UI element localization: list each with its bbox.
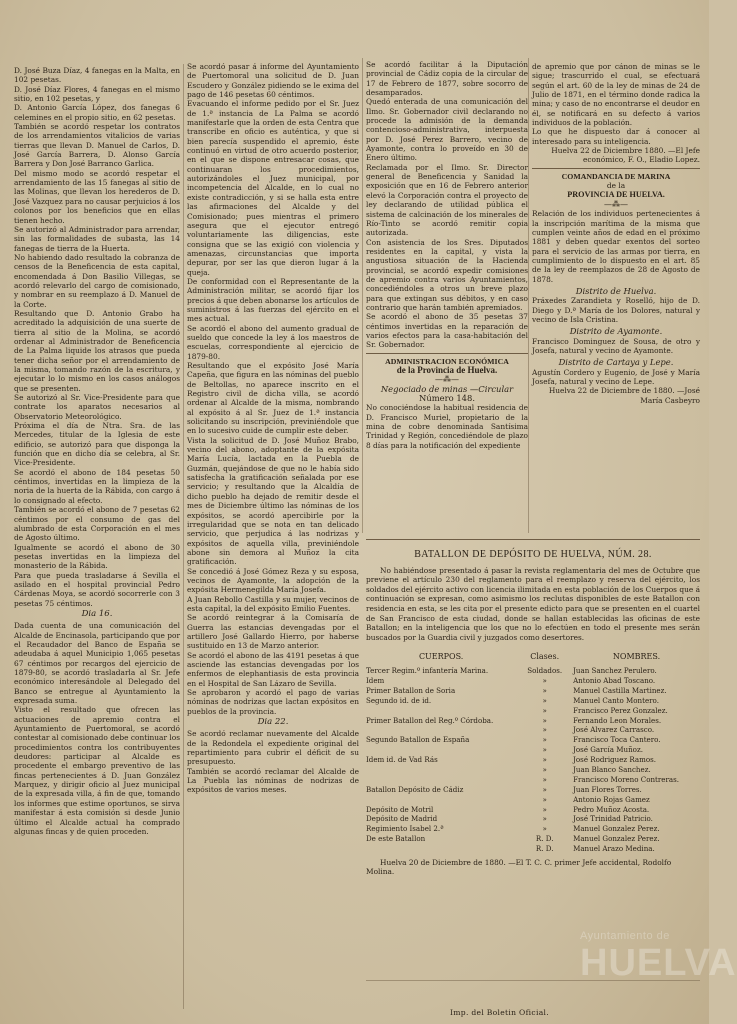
paragraph: Para que pueda trasladarse á Sevilla el asilado en el hospital provincial Pedro Cárdenas Moya, se acordó socorrerle con 3 pesetas 75 céntimos. [14, 570, 180, 608]
paragraph: También se acordó reclamar del Alcalde de La Puebla las nóminas de nodrizas de expósitos de varios meses. [187, 766, 359, 795]
cell-cuerpo: Primer Batallon del Reg.º Córdoba. [366, 715, 494, 725]
column-header: NOMBRES. [612, 652, 661, 662]
cell-clase: » [542, 764, 547, 774]
paragraph: Se acordó el abono del aumento gradual de sueldo que concede la ley á los maestros de escuelas, correspondiente al ejercicio de 1879-80. [187, 323, 359, 361]
table-row [366, 765, 700, 775]
marina-title: COMANDANCIA DE MARINA [561, 171, 671, 181]
day-heading: Dia 22. [257, 717, 289, 728]
paragraph: de apremio que por cánon de minas se le sigue; trascurrido el cual, se efectuará según el art. 60 de la ley de minas de 24 de Julio de 1871, en el término donde radica la mina; y caso de no encontrarse el deudor en él, se notificará en su defecto á varios individuos de la población. [532, 62, 700, 128]
paragraph: Se acordó facilitar á la Diputación provincial de Cádiz copia de la circular de 17 de Febrero de 1877, sobre socorro de desamparados. [366, 60, 528, 98]
column-rule [362, 58, 363, 533]
divider [366, 539, 700, 540]
paragraph: No habiéndose presentado á pasar la revista reglamentaria del mes de Octubre que previene el artículo 230 del reglamento para el reemplazo y reserva del ejército, los soldados del ejército activo con licencia ilimitada en esta población de los Cuerpos que á continuación se expresan, como asimismo los reclutas disponibles de este Batallon con residencia en esta, se les cita por el presente edicto para que se presenten en el cuartel de San Francisco de esta ciudad, donde se hallan establecidas las oficinas de este Batallon; en la inteligencia que los que no lo efectúen en todo el presente mes serán buscados por la Guardia civil y juzgados como desertores. [366, 565, 700, 642]
cell-cuerpo: Segundo id. de id. [366, 695, 432, 705]
district-heading: Distrito de Ayamonte. [569, 326, 663, 337]
cell-clase: » [542, 755, 547, 765]
table-row [366, 844, 700, 854]
divider [532, 168, 700, 169]
ornament: —⁂— [435, 375, 459, 385]
imprint: Imp. del Boletin Oficial. [450, 1008, 549, 1017]
cell-cuerpo [366, 745, 516, 755]
cell-clase: » [542, 705, 547, 715]
cell-cuerpo: Depósito de Madrid [366, 814, 438, 824]
table-header [366, 650, 700, 666]
cell-clase: » [542, 784, 547, 794]
paragraph: También se acordó respetar los contratos de los arrendamientos vitalicios de varias tierras que llevan D. Manuel de Carlos, D. José García Barrera, D. Alonso García Barrera y Don José Barranco Garlica. [14, 122, 180, 169]
cell-clase: R. D. [535, 844, 554, 854]
table-row [366, 696, 700, 706]
day-heading: Dia 16. [81, 608, 113, 619]
table-row [366, 785, 700, 795]
paragraph: Agustín Cordero y Eugenio, de José y María Josefa, natural y vecino de Lepe. [532, 367, 700, 386]
cell-nombre: Juan Blanco Sanchez. [573, 764, 651, 774]
paragraph: Reclamada por el Ilmo. Sr. Director general de Beneficencia y Sanidad la exposición que en 16 de Febrero anterior elevó la Corporación contra el proyecto de ley declarando de utilidad pública el sistema de calcinación de los minerales de Río-Tinto se acordó remitir copia autorizada. [366, 162, 528, 238]
cell-nombre: Manuel Arazo Medina. [573, 844, 655, 854]
paragraph: D. Antonio García López, dos fanegas 6 celemines en el propio sitio, en 62 pesetas. [14, 103, 180, 122]
paragraph: Se acordó el abono de las 4191 pesetas á que asciende las estancias devengadas por los enfermos de elephantiasis de esta provincia en el Hospital de San Lázaro de Sevilla. [187, 650, 359, 688]
cell-clase: Soldados. [527, 666, 563, 676]
paragraph: Se acordó reintegrar á la Comisaría de Guerra las estancias devengadas por el artillero José Gallardo Hierro, por haberse sustituido en 13 de Marzo anterior. [187, 613, 359, 651]
marina-sub: de la [606, 181, 626, 191]
cell-nombre: José Trinidad Patricio. [573, 814, 653, 824]
table-row [366, 686, 700, 696]
paragraph: Igualmente se acordó el abono de 30 pesetas invertidas en la limpieza del monasterio de la Rábida. [14, 542, 180, 571]
signature: Huelva 20 de Diciembre de 1880. —El T. C. C. primer Jefe accidental, Rodolfo Molina. [366, 857, 672, 877]
cell-cuerpo [366, 795, 516, 805]
paragraph: Se concedió á José Gómez Reza y su esposa, vecinos de Ayamonte, la adopción de la expósita Hermenegilda María Josefa. [187, 566, 359, 595]
column-1 [14, 66, 180, 836]
cell-cuerpo: Primer Batallon de Soria [366, 685, 456, 695]
cell-clase: » [542, 695, 547, 705]
table-row [366, 666, 700, 676]
cell-nombre: Pedro Muñoz Acosta. [573, 804, 650, 814]
table-row [366, 824, 700, 834]
paragraph: Dada cuenta de una comunicación del Alcalde de Encinasola, participando que por el Recaudador del Banco de España se adeudaba á aquel Municipio 1,065 pesetas 67 céntimos por recargos del ejercicio de 1879-80, se acordó trasladarla al Sr. Jefe económico interesándole al Delegado del Banco se entregue al Ayuntamiento la expresada suma. [14, 621, 180, 706]
cell-cuerpo [366, 844, 516, 854]
cell-cuerpo: Segundo Batallon de España [366, 735, 470, 745]
paragraph: Evacuando el informe pedido por el Sr. Juez de 1.ª instancia de La Palma se acordó manifestarle que la orden de esta Centra que transcribe en oficio es auténtica, y que si bien parecía suspendido el apremio, éste continuó en virtud de otro acuerdo posterior, en el que se dispone entresacar cosas, que continuaran los procedimientos, autorizándoles el Juez municipal, por incompetencia del Alcalde, en lo cual no existe contradicción, y si se halla esta entre las afirmaciones del Alcalde y del Comisionado; pues mientras el primero asegura que el ejecutor entregó voluntariamente las diligencias, este consigna que se las exigió con violencia y amenazas, circunstancias que importa depurar, por ser las que dieron lugar á la queja. [187, 99, 359, 277]
cell-clase: » [542, 824, 547, 834]
paragraph: Resultando que D. Antonio Grabo ha acreditado la adquisición de una suerte de tierra al sitio de la Molina, se acordó ordenar al Administrador de Beneficencia de La Palma liquide los atrasos que pueda tener dicha señor por el arrendamiento de la misma, tomando razón de la escritura, y ejecutar lo lo mismo en los casos análogos que se presenten. [14, 308, 180, 393]
paragraph: Con asistencia de los Sres. Diputados residentes en la capital, y vista la angustiosa situación de la Hacienda provincial, se acordó expedir comisiones de apremio contra varios Ayuntamientos, concediéndoles a otros un breve plazo para que extingan sus débitos, y en caso contrario que harán también apremiados. [366, 237, 528, 312]
table-row [366, 706, 700, 716]
cell-cuerpo [366, 765, 516, 775]
column-header: CUERPOS. [418, 652, 464, 662]
paragraph: Próxima el día de Ntra. Sra. de las Mercedes, titular de la Iglesia de este edificio, se autorizó para que disponga la función que en dicho día se celebra, al Sr. Vice-Presidente. [14, 421, 180, 468]
cell-nombre: Fernando Leon Morales. [573, 715, 662, 725]
watermark-line: Ayuntamiento de [580, 930, 670, 942]
paragraph: Se acordó el abono de 184 pesetas 50 céntimos, invertidas en la limpieza de la noria de la huerta de la Rábida, con cargo á lo consignado al efecto. [14, 467, 180, 505]
cell-cuerpo: De este Batallon [366, 834, 426, 844]
cell-nombre: Francisco Toca Cantero. [573, 735, 661, 745]
paragraph: D. José Buza Díaz, 4 fanegas en la Malta, en 102 pesetas. [14, 66, 180, 85]
cell-clase: » [542, 774, 547, 784]
table-row [366, 834, 700, 844]
table-row [366, 735, 700, 745]
cell-clase: » [542, 675, 547, 685]
watermark-line: HUELVA [580, 942, 737, 984]
table-row [366, 775, 700, 785]
paragraph: Se acordó pasar á informe del Ayuntamiento de Puertomoral una solicitud de D. Juan Escudero y González pidiendo se le exima del pago de 146 pesetas 60 céntimos. [187, 62, 359, 100]
batallon-section [366, 536, 700, 884]
signature: Huelva 22 de Diciembre 1880. —El Jefe económico, F. O., Eladio Lopez. [551, 146, 700, 165]
paragraph: Práxedes Zarandieta y Roselló, hijo de D. Diego y D.ª María de los Dolores, natural y vecino de Isla Cristina. [532, 296, 700, 324]
column-rule [528, 58, 529, 533]
cell-nombre: Juan Sanchez Perulero. [573, 666, 657, 676]
cell-clase: R. D. [535, 834, 554, 844]
column-3 [366, 60, 528, 450]
paragraph: Quedó enterada de una comunicación del Ilmo. Sr. Gobernador civil declarando no procede la admisión de la demanda contencioso-administrativa, interpuesta por D. José Perez Barrero, vecino de Ayamonte, contra lo proveído en 30 de Enero último. [366, 97, 528, 163]
column-header: Clases. [530, 652, 560, 662]
cell-clase: » [542, 725, 547, 735]
cell-clase: » [542, 745, 547, 755]
paragraph: De conformidad con el Representante de la Administración militar, se acordó fijar los precios á que deben abonarse los artículos de suministros á las fuerzas del ejército en el mes actual. [187, 276, 360, 324]
paragraph: También se acordó el abono de 7 pesetas 62 céntimos por el consumo de gas del alumbrado de esta Corporación en el mes de Agosto último. [14, 505, 180, 543]
paragraph: Visto el resultado que ofrecen las actuaciones de apremio contra el Ayuntamiento de Puertomoral, se acordó contestar al comisionado debe continuar los procedimientos contra los contribuyentes deudores: participar al Alcalde es procedente el embargo preventivo de las fincas pertenecientes á D. Juan González Marquez, y dirigir oficio al Juez municipal de la expresada villa, á fin de que, tomando los informes que estime oportunos, se sirva manifestar á esta comisión si desde Junio último el Alcalde actual ha comprado algunas fincas y de quien proceden. [14, 705, 180, 836]
cell-cuerpo: Regimiento Isabel 2.ª [366, 824, 444, 834]
cell-nombre: Manuel Castilla Martinez. [573, 685, 667, 695]
paragraph: No conociéndose la habitual residencia de D. Francisco Muriel, propietario de la mina de cobre denominada Santísima Trinidad y Región, concediéndole de plazo 8 días para la notificación del expediente [366, 403, 528, 450]
paragraph: Se autorizó al Sr. Vice-Presidente para que contrate los aparatos necesarios al Observatorio Meteorológico. [14, 393, 180, 421]
batallon-title: BATALLON DE DEPÓSITO DE HUELVA, NÚM. 28. [414, 549, 652, 560]
cell-nombre: Manuel Gonzalez Perez. [573, 834, 660, 844]
table-row [366, 745, 700, 755]
cell-nombre: José Alvarez Carrasco. [573, 725, 655, 735]
admin-section: Negociado de minas —Circular [380, 383, 514, 394]
paragraph: Relación de los individuos pertenecientes á la inscripción marítima de la misma que cumplen veinte años de edad en el próximo 1881 y deben quedar exentos del sorteo para el servicio de las armas por tierra, en cumplimiento de lo dispuesto en el art. 85 de la ley de reemplazos de 28 de Agosto de 1878. [532, 209, 700, 284]
cell-cuerpo [366, 706, 516, 716]
table-row [366, 804, 700, 814]
cell-nombre: Antonio Abad Toscano. [573, 675, 656, 685]
cell-cuerpo [366, 725, 516, 735]
cell-clase: » [542, 735, 547, 745]
paragraph: No habiendo dado resultado la cobranza de censos de la Beneficencia de esta capital, encomendada á Don Basilio Villegas, se acordó relevarlo del cargo de comisionado, y nombrar en su reemplazo á D. Manuel de la Corte. [14, 252, 180, 309]
district-heading: Distrito de Huelva. [575, 285, 657, 296]
paragraph: A Juan Rebollo Castilla y su mujer, vecinos de esta capital, la del expósito Emilio Fuentes. [187, 594, 359, 613]
table-row [366, 755, 700, 765]
signature: Huelva 22 de Diciembre de 1880. —José María Casbeyro [548, 386, 700, 405]
table-row [366, 715, 700, 725]
cell-nombre: Juan Flores Torres. [573, 784, 642, 794]
ornament: —⁂— [604, 199, 628, 209]
cell-cuerpo [366, 775, 516, 785]
cell-nombre: José García Muñoz. [573, 745, 643, 755]
watermark [580, 930, 737, 985]
table-row [366, 795, 700, 805]
cell-nombre: José Rodriguez Ramos. [573, 755, 657, 765]
paragraph: Del mismo modo se acordó respetar el arrendamiento de las 15 fanegas al sitio de las Molinas, que llevan los herederos de D. José Vazquez para no causar perjuicios á los colonos por los beneficios que en ellas tienen hecho. [14, 168, 180, 225]
cell-cuerpo: Idem [366, 675, 385, 685]
cell-cuerpo: Idem id. de Vad Rás [366, 755, 438, 765]
cell-nombre: Francisco Moreno Contreras. [573, 774, 679, 784]
cell-nombre: Antonio Rojas Gamez [573, 794, 650, 804]
table-row [366, 814, 700, 824]
table-row [366, 676, 700, 686]
paragraph: D. José Díaz Flores, 4 fanegas en el mismo sitio, en 102 pesetas, y [14, 84, 180, 104]
paragraph: Lo que he dispuesto dar á conocer al interesado para su inteligencia. [532, 127, 700, 146]
column-4 [532, 62, 700, 405]
paragraph: Se aprobaron y acordó el pago de varias nóminas de nodrizas que lactan expósitos en pueblos de la provincia. [187, 688, 359, 716]
paragraph: Vista la solicitud de D. José Muñoz Brabo, vecino del abono, adoptante de la expósita María Lucía, lactada en la Puebla de Guzmán, quejándose de que no le había sido satisfecha la gratificación señalada por ese servicio; y resultando que la Alcaldía de dicho pueblo ha dejado de remitir desde el mes de Diciembre último las nóminas de los expósitos, se acordó apercibirle por la irregularidad que se nota en tan delicado servicio, que perjudica á las nodrizas y expósitos de aquella villa, previniéndole abone sin demora al Muñoz la cita gratificación. [187, 435, 359, 567]
admin-title: ADMINISTRACION ECONÓMICA [385, 356, 509, 366]
cell-clase: » [542, 794, 547, 804]
district-heading: Distrito de Cartaya y Lepe. [558, 357, 674, 368]
paragraph: Resultando que el expósito José María Capeña, que figura en las nóminas del pueblo de Beltollas, no aparece inscrito en el Registro civil de dicha villa, se acordó ordenar al Alcalde de la misma, nombrando al expósito á al Sr. Juez de 1.ª instancia solicitando su inscripción, previniéndole que en lo sucesivo cuide de cumplir este deber. [187, 361, 359, 436]
cell-nombre: Francisco Perez Gonzalez. [573, 705, 668, 715]
paragraph: Se acordó el abono de 35 pesetas 37 céntimos invertidas en la reparación de varios efectos para la casa-habitación del Sr. Gobernador. [366, 312, 528, 350]
paragraph: Se acordó reclamar nuevamente del Alcalde de la Redondela el expediente original del repartimiento para cubrir el déficit de su presupuesto. [187, 729, 359, 767]
cell-clase: » [542, 685, 547, 695]
cell-nombre: Manuel Canto Montero. [573, 695, 659, 705]
divider [366, 353, 528, 354]
paragraph: Se autorizó al Administrador para arrendar, sin las formalidades de subasta, las 14 fanegas de tierra de la Huerta. [14, 224, 180, 253]
cell-nombre: Manuel Gonzalez Perez. [573, 824, 660, 834]
cell-clase: » [542, 804, 547, 814]
cell-clase: » [542, 715, 547, 725]
cell-cuerpo: Tercer Regim.º infantería Marina. [366, 666, 489, 676]
admin-subtitle: de la Provincia de Huelva. [396, 365, 498, 375]
deserter-table [366, 650, 700, 854]
cell-cuerpo: Depósito de Motril [366, 804, 434, 814]
paragraph: Francisco Dominguez de Sousa, de otro y Josefa, natural y vecino de Ayamonte. [532, 336, 700, 355]
admin-number: Número 148. [419, 393, 475, 404]
marina-sub: PROVINCIA DE HUELVA. [567, 190, 665, 200]
column-rule [183, 64, 184, 1009]
cell-cuerpo: Batallon Depósito de Cádiz [366, 784, 464, 794]
table-row [366, 725, 700, 735]
cell-clase: » [542, 814, 547, 824]
column-2 [187, 62, 359, 795]
